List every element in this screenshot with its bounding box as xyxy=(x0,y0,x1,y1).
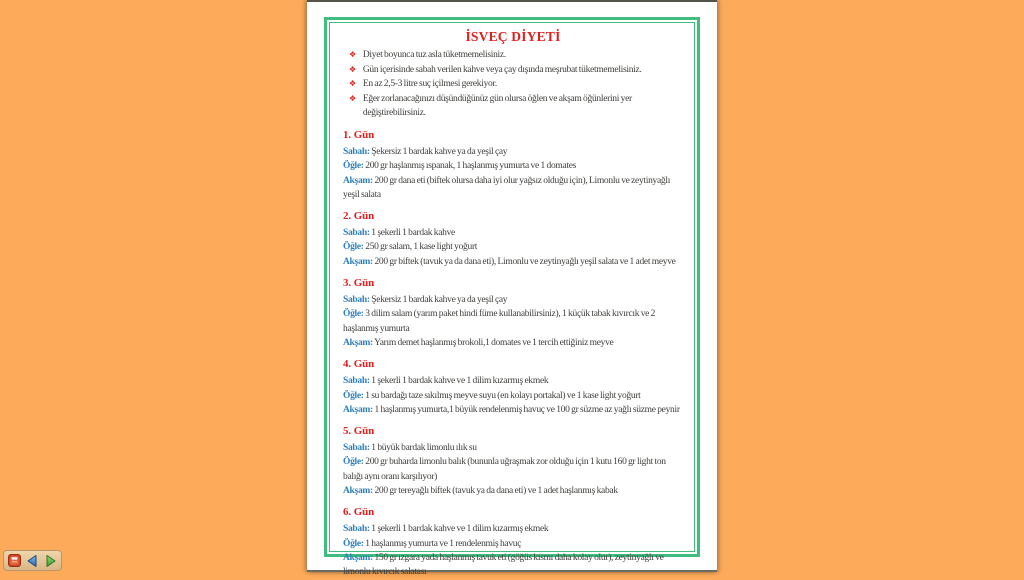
meal-text: 3 dilim salam (yarım paket hindi füme kullanabilirsiniz), 1 küçük tabak kıvırcık ve 2 haşlanmış yumurta xyxy=(343,309,656,334)
meal-line xyxy=(343,441,683,455)
page-border-frame xyxy=(324,17,700,578)
meal-text: 200 gr tereyağlı biftek (tavuk ya da dana eti) ve 1 adet haşlanmış kabak xyxy=(374,486,618,497)
meal-label: Akşam: xyxy=(343,486,373,497)
meal-label: Akşam: xyxy=(343,404,373,415)
meal-text: 200 gr haşlanmış ıspanak, 1 haşlanmış yumurta ve 1 domates xyxy=(365,161,577,172)
list-item xyxy=(343,92,683,121)
meal-label: Öğle: xyxy=(343,457,364,468)
day-heading: 4. Gün xyxy=(343,358,375,371)
meal-line xyxy=(343,522,683,536)
meal-line xyxy=(343,240,683,254)
bullet-text: Gün içerisinde sabah verilen kahve veya çay dışında meşrubat tüketmemelisiniz. xyxy=(362,64,642,75)
meal-text: 1 su bardağı taze sıkılmış meyve suyu (en kolayı portakal) ve 1 kase light yoğurt xyxy=(365,390,641,401)
meal-label: Akşam: xyxy=(343,256,373,267)
meal-label: Akşam: xyxy=(343,337,373,348)
list-item xyxy=(343,63,683,78)
meal-line xyxy=(343,174,683,203)
app-menu-button[interactable] xyxy=(6,552,22,569)
day-section-3 xyxy=(343,275,683,350)
prev-arrow-icon xyxy=(24,553,40,569)
meal-line xyxy=(343,293,683,307)
bullet-text: Diyet boyunca tuz asla tüketmemelisiniz. xyxy=(362,50,506,60)
meal-text: 1 şekerli 1 bardak kahve ve 1 dilim kızarmış ekmek xyxy=(371,376,549,387)
meal-label: Sabah: xyxy=(343,295,370,306)
document-page xyxy=(307,0,717,578)
day-heading: 5. Gün xyxy=(343,425,375,438)
meal-label: Akşam: xyxy=(343,552,373,563)
meal-text: 200 gr biftek (tavuk ya da dana eti), Limonlu ve zeytinyağlı yeşil salata ve 1 adet meyve xyxy=(374,256,676,267)
meal-text: 1 haşlanmış yumurta,1 büyük rendelenmiş havuç ve 100 gr süzme az yağlı süzme peynir xyxy=(374,404,680,415)
meal-text: Yarım demet haşlanmış brokoli,1 domates ve 1 tercih ettiğiniz meyve xyxy=(374,337,614,348)
meal-text: 1 şekerli 1 bardak kahve xyxy=(371,228,455,239)
next-arrow-icon xyxy=(43,553,59,569)
day-section-2 xyxy=(343,208,683,269)
day-heading: 6. Gün xyxy=(343,506,375,519)
diamond-bullet-icon: ❖ xyxy=(349,64,356,74)
next-slide-button[interactable] xyxy=(43,552,59,569)
meal-text: Şekersiz 1 bardak kahve ya da yeşil çay xyxy=(371,146,508,157)
meal-line xyxy=(343,455,683,484)
diamond-bullet-icon: ❖ xyxy=(349,79,356,89)
meal-label: Öğle: xyxy=(343,390,364,401)
meal-text: 200 gr buharda limonlu balık (bununla uğraşmak zor olduğu için 1 kutu 160 gr light ton balığı aynı oranı karşılıyor) xyxy=(343,457,666,482)
meal-label: Sabah: xyxy=(343,376,370,387)
day-section-1 xyxy=(343,127,683,202)
bullet-text: Eğer zorlanacağınızı düşündüğünüz gün olursa öğlen ve akşam öğünlerini yer değiştirebilirsiniz. xyxy=(362,93,632,119)
app-icon xyxy=(8,554,21,567)
meal-line xyxy=(343,389,683,403)
page-content-area xyxy=(329,22,695,578)
meal-line xyxy=(343,159,683,173)
meal-label: Akşam: xyxy=(343,175,373,186)
meal-label: Öğle: xyxy=(343,538,364,549)
bullet-text: En az 2,5-3 litre suç içilmesi gerekiyor. xyxy=(362,79,497,90)
meal-label: Öğle: xyxy=(343,309,364,320)
meal-line xyxy=(343,336,683,350)
day-heading: 3. Gün xyxy=(343,277,375,290)
meal-line xyxy=(343,145,683,159)
list-item xyxy=(343,77,683,92)
meal-line xyxy=(343,403,683,417)
meal-line xyxy=(343,484,683,498)
meal-label: Öğle: xyxy=(343,161,364,172)
meal-line xyxy=(343,537,683,551)
previous-slide-button[interactable] xyxy=(24,552,40,569)
day-heading: 1. Gün xyxy=(343,128,375,141)
meal-text: 1 haşlanmış yumurta ve 1 rendelenmiş havuç xyxy=(365,538,522,549)
meal-label: Sabah: xyxy=(343,228,370,239)
meal-text: 150 gr ızgara yada haşlanmış tavuk eti (göğüs kısmı daha kolay olur), zeytinyağlı ve limonlu kıvırcık salatası xyxy=(343,552,664,578)
page-title: İSVEÇ DİYETİ xyxy=(465,29,561,44)
meal-text: 1 büyük bardak limonlu ılık su xyxy=(371,443,477,454)
meal-line xyxy=(343,551,683,580)
day-section-6 xyxy=(343,504,683,579)
diamond-bullet-icon: ❖ xyxy=(349,93,356,103)
meal-text: 200 gr dana eti (biftek olursa daha iyi olur yağsız olduğu için), Limonlu ve zeytinyağlı yeşil salata xyxy=(343,175,671,200)
meal-line xyxy=(343,226,683,240)
meal-label: Sabah: xyxy=(343,443,370,454)
meal-line xyxy=(343,307,683,336)
intro-bullet-list xyxy=(343,48,683,121)
meal-text: Şekersiz 1 bardak kahve ya da yeşil çay xyxy=(371,295,508,306)
slide-nav-toolbar xyxy=(3,550,62,571)
day-heading: 2. Gün xyxy=(343,210,375,223)
day-section-5 xyxy=(343,423,683,498)
diamond-bullet-icon: ❖ xyxy=(349,50,356,59)
list-item xyxy=(343,48,683,63)
meal-line xyxy=(343,255,683,269)
meal-label: Sabah: xyxy=(343,524,370,535)
meal-text: 250 gr salam, 1 kase light yoğurt xyxy=(365,242,478,253)
meal-text: 1 şekerli 1 bardak kahve ve 1 dilim kızarmış ekmek xyxy=(371,524,549,535)
meal-label: Sabah: xyxy=(343,146,370,157)
meal-line xyxy=(343,374,683,388)
day-section-4 xyxy=(343,356,683,417)
meal-label: Öğle: xyxy=(343,242,364,253)
